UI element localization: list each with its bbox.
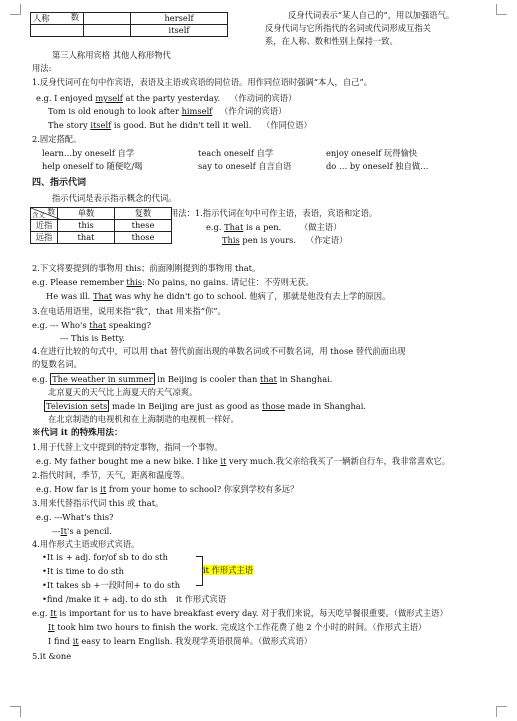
reflexive-table-fragment [30, 12, 228, 37]
section-title: 四、指示代词 [32, 178, 87, 188]
example-translation: 北京夏天的天气比上海夏天的天气凉爽。 [48, 387, 198, 397]
example-line: The story itself is good. But he didn't tell it well. [48, 120, 252, 130]
rule-line: 5.it &one [32, 651, 72, 661]
table-cell: these [115, 220, 172, 232]
phrase: teach oneself 自学 [198, 148, 274, 158]
table-row [31, 220, 172, 232]
table-cell: 近指 [31, 220, 58, 232]
table-header: 单数 [58, 208, 115, 220]
rule-line: 3.在电话用语里，说用来指“我”，that 用来指“你”。 [32, 306, 226, 316]
formal-subject-label: it 作形式主语 [203, 565, 254, 575]
table-cell: itself [131, 25, 228, 37]
example-line: I find it easy to learn English. 我发现学英语很简单。（做形式宾语） [48, 636, 313, 646]
example-line: He was ill. That was why he didn't go to school. 他病了，那就是他没有去上学的原因。 [46, 291, 391, 301]
example-line: --- This is Betty. [60, 333, 125, 343]
example-line: e.g. ---What's this? [36, 512, 114, 522]
example-line: e.g. I enjoyed myself at the party yesterday. [36, 93, 221, 103]
example-line: ---It's a pencil. [52, 526, 112, 536]
section-note: 第三人称用宾格 其他人称形物代 [52, 50, 171, 60]
example-note: （做主语） [300, 222, 342, 232]
table-cell: herself [131, 13, 228, 25]
side-note-line: 系，在人称、数和性别上保持一致。 [265, 36, 398, 46]
phrase: say to oneself 自言自语 [198, 161, 292, 171]
example-note: （作动词的宾语） [230, 93, 297, 103]
example-line: It took him two hours to finish the work. 完成这个工作花费了他 2 个小时的时间。（作形式主语） [48, 622, 427, 632]
table-cell [84, 25, 131, 37]
example-note: （作定语） [306, 235, 348, 245]
example-line: Tom is old enough to look after himself [48, 106, 213, 116]
rule-line: 4.在进行比较的句式中，可以用 that 替代前面出现的单数名词或不可数名词，用 those 替代前面出现 [32, 346, 406, 356]
example-translation: 在北京制造的电视机和在上海制造的电视机一样好。 [48, 414, 239, 424]
example-note: （作介词的宾语） [220, 106, 287, 116]
pattern-item: •It is + adj. for/of sb to do sth [42, 552, 168, 562]
example-line: e.g. --- Who's that speaking? [32, 320, 152, 330]
rule-line: 2.指代时间，季节，天气，距离和温度等。 [32, 470, 190, 480]
pattern-item: •find /make it + adj. to do sth [42, 594, 168, 604]
table-cell [31, 25, 84, 37]
rule-line: 4.用作形式主语或形式宾语。 [32, 539, 140, 549]
example-line: e.g. How far is it from your home to school? 你家到学校有多远？ [36, 484, 299, 494]
crop-mark [10, 4, 21, 15]
example-line: e.g. That is a pen. [206, 222, 282, 232]
table-cell: that [58, 232, 115, 244]
rule-line: 用法：1.指示代词在句中可作主语，表语，宾语和定语。 [170, 208, 378, 218]
pattern-item: •It takes sb +一段时间+ to do sth [42, 580, 181, 590]
example-line: Television sets made in Beijing are just as good as those made in Shanghai. [46, 401, 367, 411]
intro-line: 指示代词是表示指示概念的代词。 [52, 193, 177, 203]
example-line: e.g. My father bought me a new bike. I like it very much.我父亲给我买了一辆新自行车，我非常喜欢它。 [36, 456, 451, 466]
bracket-mark [196, 556, 203, 586]
example-line: e.g. The weather in summer in Beijing is cooler than that in Shanghai. [32, 374, 333, 384]
example-note: （作同位语） [262, 120, 312, 130]
demonstrative-table [30, 207, 172, 244]
rule-line: 2.固定搭配。 [32, 134, 82, 144]
table-cell: those [115, 232, 172, 244]
example-line: This pen is yours. [222, 235, 297, 245]
crop-mark [496, 706, 507, 717]
phrase: help oneself to 随便吃/喝 [42, 161, 143, 171]
phrase: do … by oneself 独自做… [326, 161, 429, 171]
section-title: ※代词 it 的特殊用法： [32, 428, 123, 438]
pattern-item: •It is time to do sth [42, 566, 124, 576]
side-note-line: 反身代词表示“某人自己的”，用以加强语气。 [288, 10, 455, 20]
table-number-label: 数 [70, 12, 79, 22]
table-header: 复数 [115, 208, 172, 220]
phrase: enjoy oneself 玩得愉快 [326, 148, 418, 158]
example-line: e.g. It is important for us to have breakfast every day. 对于我们来说，每天吃早餐很重要。（做形式主语） [32, 608, 448, 618]
rule-line: 1.反身代词可在句中作宾语，表语及主语或宾语的同位语。用作同位语时强调“本人，自己”。 [32, 77, 372, 87]
phrase: learn…by oneself 自学 [42, 148, 135, 158]
table-corner-cell: 数 含义 [31, 208, 58, 220]
table-corner-cell [31, 13, 84, 25]
rule-line: 的复数名词。 [32, 359, 82, 369]
table-row [31, 232, 172, 244]
rule-line: 3.用来代替指示代词 this 或 that。 [32, 498, 164, 508]
crop-mark [10, 706, 21, 717]
example-line: e.g. Please remember this: No pains, no gains. 请记住：不劳则无获。 [32, 277, 314, 287]
table-label: 人称 [33, 13, 50, 23]
formal-object-label: it 作形式宾语 [176, 594, 227, 604]
usage-label: 用法: [32, 63, 52, 73]
crop-mark [496, 4, 507, 15]
table-cell: this [58, 220, 115, 232]
table-cell [84, 13, 131, 25]
table-cell: 远指 [31, 232, 58, 244]
rule-line: 2.下文将要提到的事物用 this；前面刚刚提到的事物用 that。 [32, 263, 261, 273]
rule-line: 1.用于代替上文中提到的特定事物，指同一个事物。 [32, 442, 223, 452]
side-note-line: 反身代词与它所指代的名词或代词形成互指关 [265, 23, 431, 33]
